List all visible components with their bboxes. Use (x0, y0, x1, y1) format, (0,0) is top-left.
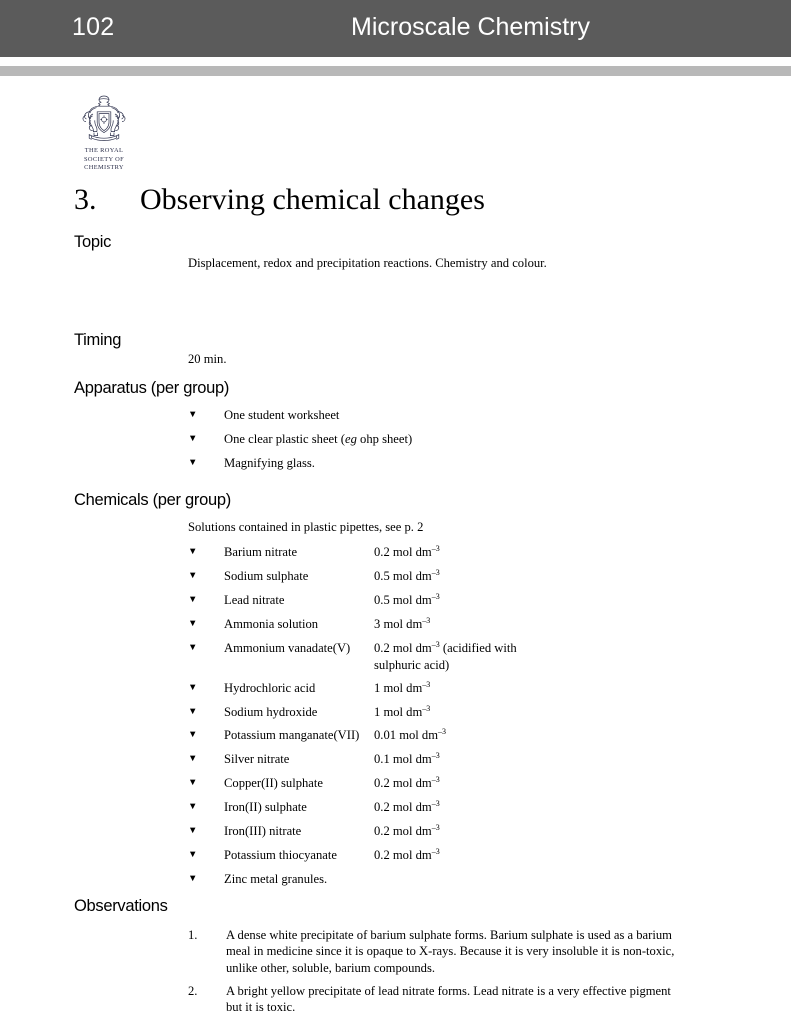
observation-number: 2. (188, 984, 198, 998)
triangle-bullet-icon: ▼ (188, 619, 198, 629)
chemical-name: Sodium sulphate (224, 569, 309, 583)
chemical-name: Iron(III) nitrate (224, 824, 302, 838)
chemical-concentration: 1 mol $dm^{-3}$ (374, 679, 431, 695)
chemical-concentration: 0.2 mol $dm^{-3}$ (374, 798, 440, 814)
apparatus-heading: Apparatus (per group) (74, 379, 230, 397)
list-item (188, 544, 440, 561)
header-title: Microscale Chemistry (351, 13, 590, 41)
chemical-name: Ammonium vanadate(V) (224, 641, 351, 655)
triangle-bullet-icon: ▼ (188, 410, 198, 420)
chemical-concentration: 3 mol $dm^{-3}$ (374, 615, 431, 631)
rsc-logo-line-2: SOCIETY OF (83, 155, 124, 163)
chemical-name: Zinc metal granules. (224, 872, 328, 886)
apparatus-item-label: One student worksheet (224, 408, 340, 422)
chemical-concentration: 0.2 mol $dm^{-3}$ (374, 822, 440, 838)
triangle-bullet-icon: ▼ (188, 850, 198, 860)
chemical-concentration: 0.2 mol $dm^{-3}$ (374, 846, 440, 862)
list-item (188, 640, 544, 674)
rsc-logo-line-3: CHEMISTRY (84, 164, 124, 172)
triangle-bullet-icon: ▼ (188, 778, 198, 788)
chemical-name: Hydrochloric acid (224, 681, 316, 695)
chemical-concentration: 0.5 mol $dm^{-3}$ (374, 591, 440, 607)
triangle-bullet-icon: ▼ (188, 707, 198, 717)
list-item (188, 871, 374, 888)
apparatus-item-label: Magnifying glass. (224, 456, 315, 470)
chemical-concentration: 1 mol $dm^{-3}$ (374, 703, 431, 719)
triangle-bullet-icon: ▼ (188, 571, 198, 581)
chemicals-intro: Solutions contained in plastic pipettes, see p. 2 (188, 520, 424, 534)
topic-heading: Topic (74, 233, 112, 251)
timing-text: 20 min. (188, 352, 227, 366)
page-number: 102 (72, 13, 115, 41)
observation-number: 1. (188, 928, 198, 942)
page-title (74, 183, 485, 217)
list-item (188, 704, 430, 721)
triangle-bullet-icon: ▼ (188, 547, 198, 557)
chemical-name: Potassium manganate(VII) (224, 728, 360, 742)
chemical-concentration: 0.5 mol $dm^{-3}$ (374, 567, 440, 583)
page-header-bar (0, 0, 791, 57)
list-item (188, 799, 440, 816)
chemical-concentration: 0.1 mol $dm^{-3}$ (374, 750, 440, 766)
triangle-bullet-icon: ▼ (188, 826, 198, 836)
apparatus-item-label: One clear plastic sheet (eg ohp sheet) (224, 432, 413, 446)
timing-heading: Timing (74, 331, 122, 349)
list-item (188, 680, 430, 697)
triangle-bullet-icon: ▼ (188, 643, 198, 653)
list-item (188, 775, 440, 792)
list-item (188, 616, 430, 633)
list-item (188, 431, 412, 448)
rsc-logo (74, 94, 134, 173)
triangle-bullet-icon: ▼ (188, 458, 198, 468)
chemical-name: Silver nitrate (224, 752, 290, 766)
triangle-bullet-icon: ▼ (188, 802, 198, 812)
chemical-name: Lead nitrate (224, 593, 285, 607)
chemical-concentration: 0.2 mol $dm^{-3}$ (374, 774, 440, 790)
rsc-logo-line-1: THE ROYAL (84, 147, 124, 154)
chemical-name: Ammonia solution (224, 617, 319, 631)
list-item (188, 407, 339, 424)
triangle-bullet-icon: ▼ (188, 683, 198, 693)
list-item (188, 751, 440, 768)
coat-of-arms-icon (77, 94, 131, 144)
list-item (188, 455, 315, 472)
triangle-bullet-icon: ▼ (188, 754, 198, 764)
list-item (188, 568, 440, 585)
list-item (188, 823, 440, 840)
chemical-concentration: 0.2 mol $dm^{-3}$ (374, 543, 440, 559)
section-number: 3. (74, 183, 97, 216)
triangle-bullet-icon: ▼ (188, 730, 198, 740)
triangle-bullet-icon: ▼ (188, 434, 198, 444)
chemical-name: Iron(II) sulphate (224, 800, 307, 814)
chemicals-heading: Chemicals (per group) (74, 491, 231, 509)
chemical-name: Copper(II) sulphate (224, 776, 323, 790)
observation-item (188, 983, 688, 1016)
list-item (188, 592, 440, 609)
observations-heading: Observations (74, 897, 168, 915)
list-item (188, 847, 440, 864)
chemical-name: Sodium hydroxide (224, 705, 318, 719)
chemical-name: Potassium thiocyanate (224, 848, 337, 862)
chemical-concentration: 0.2 mol $dm^{-3}$ (acidified with sulphuric acid) (374, 639, 517, 672)
section-title: Observing chemical changes (140, 183, 485, 216)
header-rule (0, 66, 791, 76)
observation-text: A dense white precipitate of barium sulphate forms. Barium sulphate is used as a barium meal in medicine since it is opaque to X-rays. Because it is very insoluble it is non-toxic, unlike other, soluble, barium compounds. (226, 928, 675, 975)
triangle-bullet-icon: ▼ (188, 595, 198, 605)
list-item (188, 727, 446, 744)
topic-text: Displacement, redox and precipitation reactions. Chemistry and colour. (188, 256, 547, 270)
chemical-concentration: 0.01 mol $dm^{-3}$ (374, 726, 447, 742)
rsc-logo-text (74, 147, 134, 173)
observation-text: A bright yellow precipitate of lead nitrate forms. Lead nitrate is a very effective pigment but it is toxic. (226, 984, 671, 1015)
observation-item (188, 927, 688, 976)
triangle-bullet-icon: ▼ (188, 874, 198, 884)
chemical-name: Barium nitrate (224, 545, 298, 559)
